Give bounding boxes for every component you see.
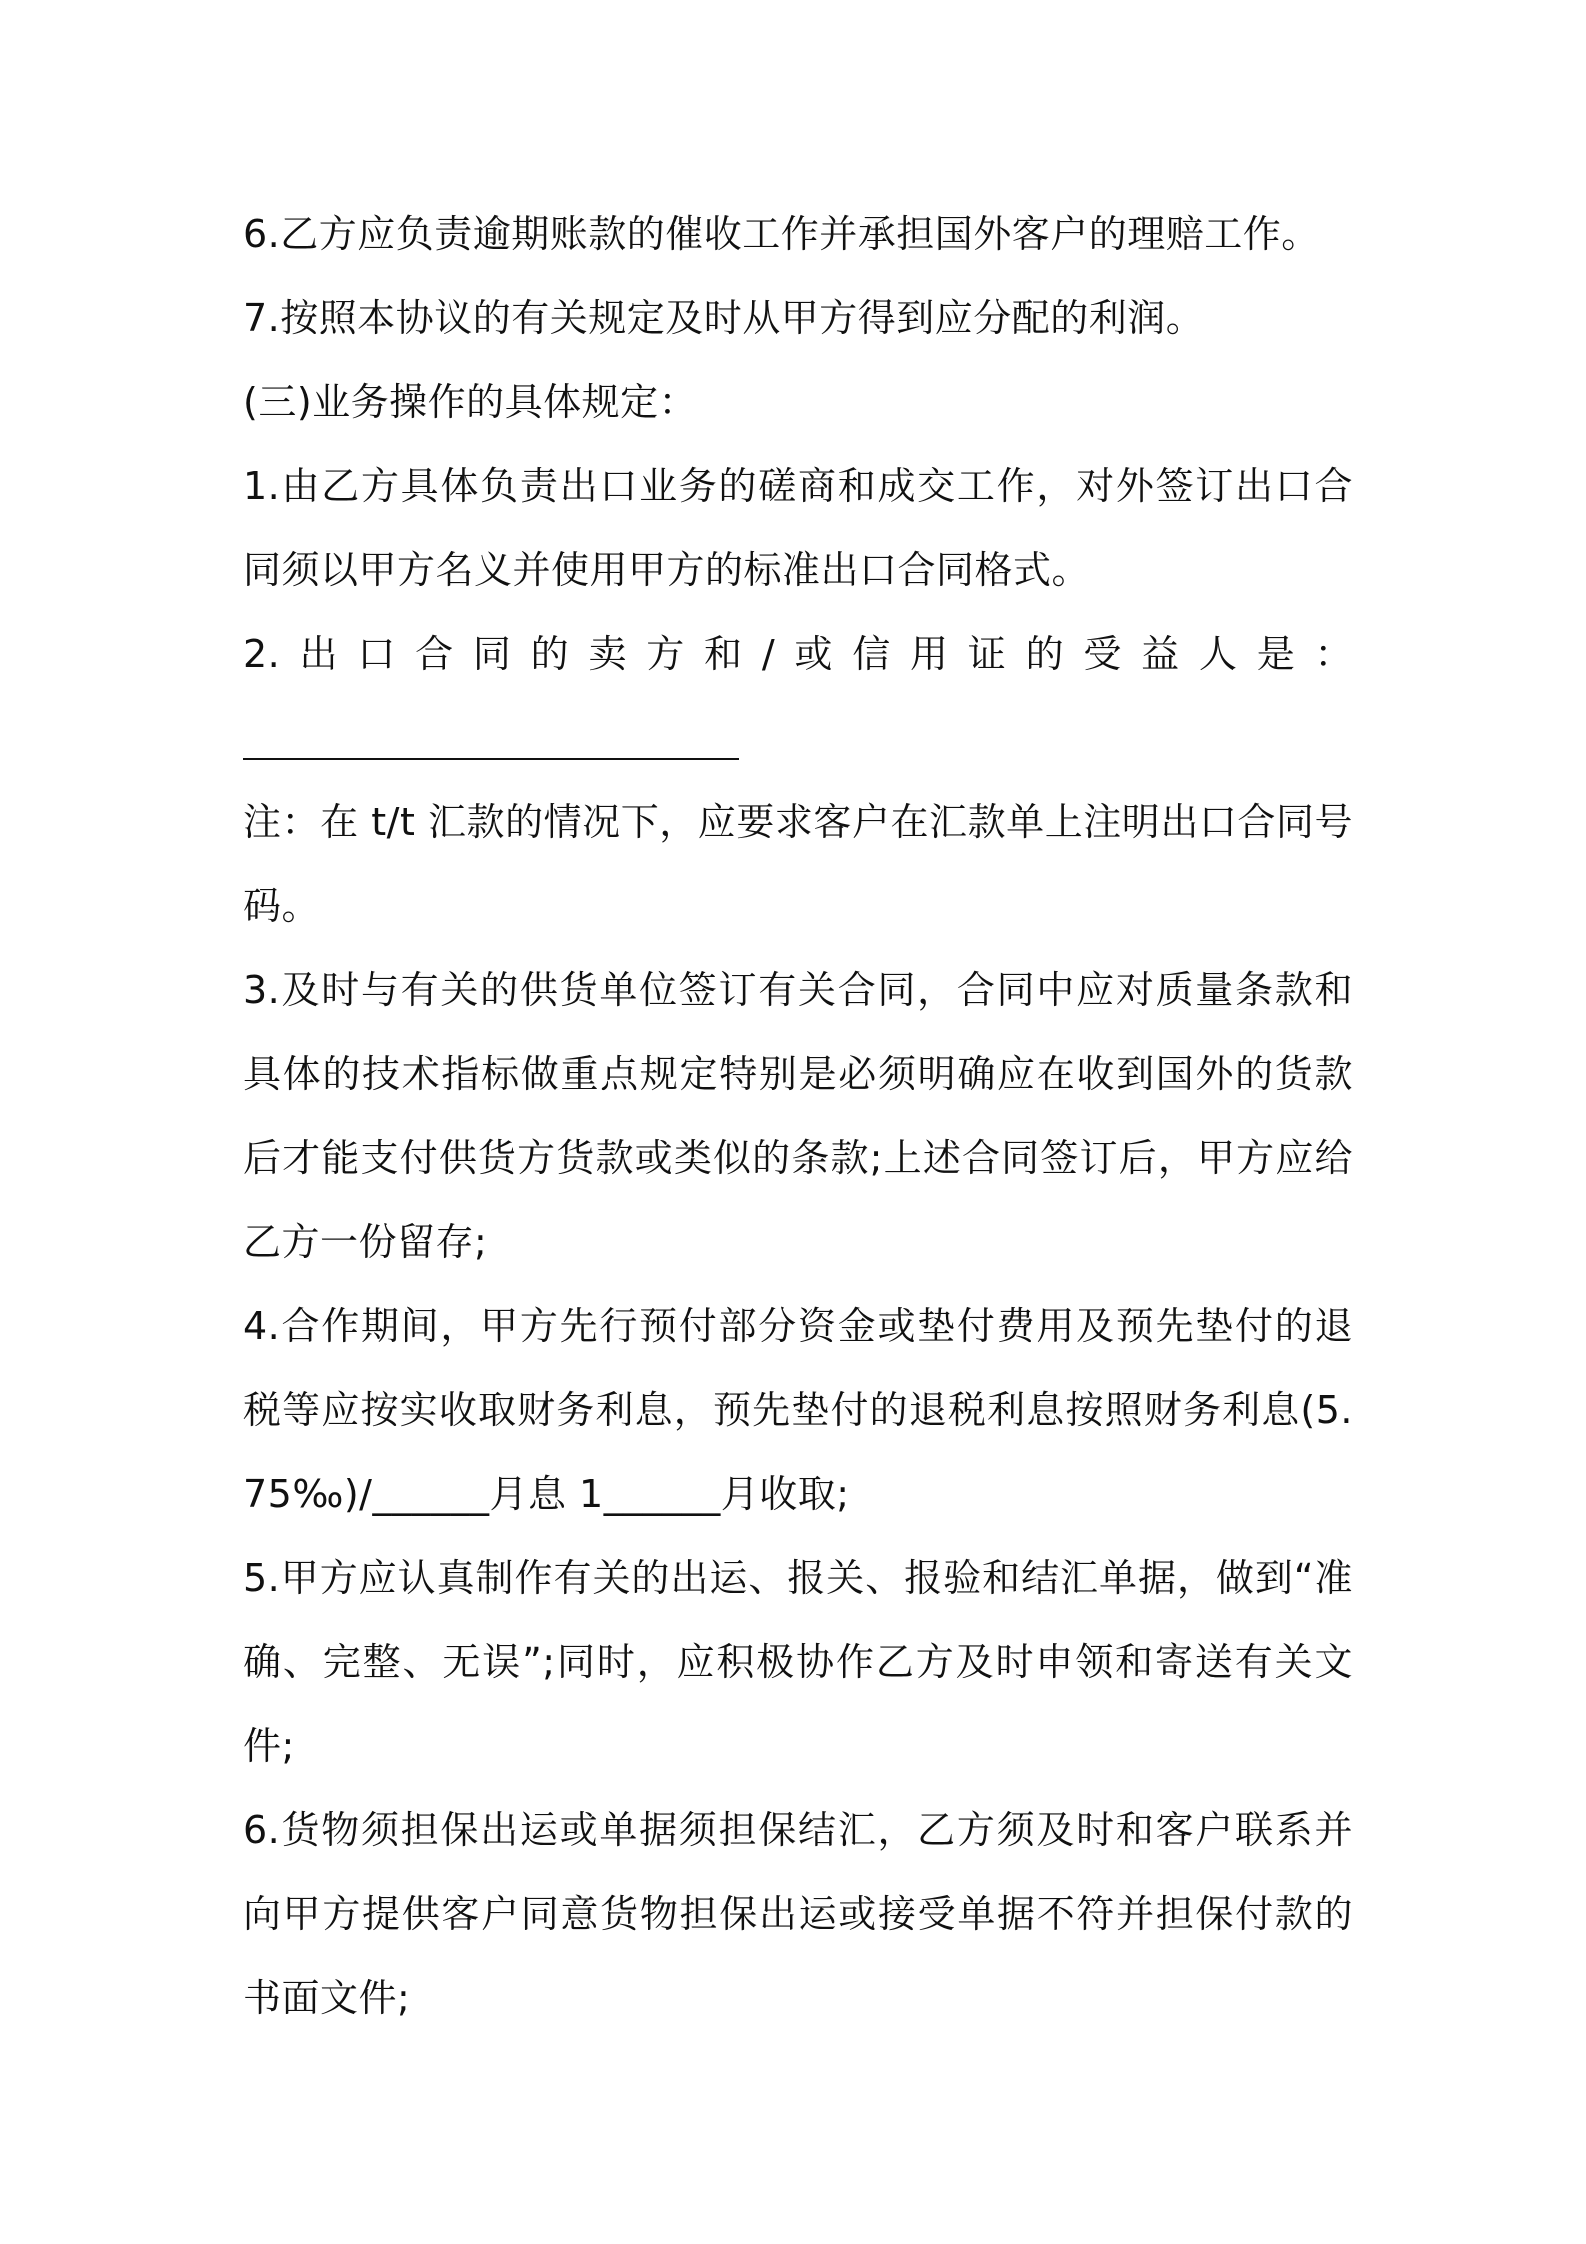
beneficiary-blank-field xyxy=(243,696,1353,780)
rule-5-documents: 5.甲方应认真制作有关的出运、报关、报验和结汇单据，做到“准确、完整、无误”;同时，应积极协作乙方及时申领和寄送有关文件; xyxy=(243,1556,1353,1768)
section-3-heading: (三)业务操作的具体规定： xyxy=(243,380,698,424)
blank-underline xyxy=(243,758,739,760)
rule-6-guarantee: 6.货物须担保出运或单据须担保结汇，乙方须及时和客户联系并向甲方提供客户同意货物担保出运或接受单据不符并担保付款的书面文件; xyxy=(243,1808,1353,2020)
rule-4-financial-interest: 4.合作期间，甲方先行预付部分资金或垫付费用及预先垫付的退税等应按实收取财务利息，预先垫付的退税利息按照财务利息(5.75‰)/______月息 1______月收取; xyxy=(243,1304,1353,1516)
clause-6-overdue-collection: 6.乙方应负责逾期账款的催收工作并承担国外客户的理赔工作。 xyxy=(243,212,1320,256)
clause-7-profit-distribution: 7.按照本协议的有关规定及时从甲方得到应分配的利润。 xyxy=(243,296,1205,340)
note-tt-remittance: 注：在 t/t 汇款的情况下，应要求客户在汇款单上注明出口合同号码。 xyxy=(243,800,1353,928)
rule-3-supplier-contract: 3.及时与有关的供货单位签订有关合同，合同中应对质量条款和具体的技术指标做重点规定特别是必须明确应在收到国外的货款后才能支付供货方货款或类似的条款;上述合同签订后，甲方应给乙方一份留存; xyxy=(243,968,1353,1264)
rule-1-negotiation: 1.由乙方具体负责出口业务的磋商和成交工作，对外签订出口合同须以甲方名义并使用甲方的标准出口合同格式。 xyxy=(243,464,1353,592)
document-body xyxy=(243,192,1353,2040)
rule-2-beneficiary: 2.出口合同的卖方和/或信用证的受益人是： xyxy=(243,632,1353,676)
